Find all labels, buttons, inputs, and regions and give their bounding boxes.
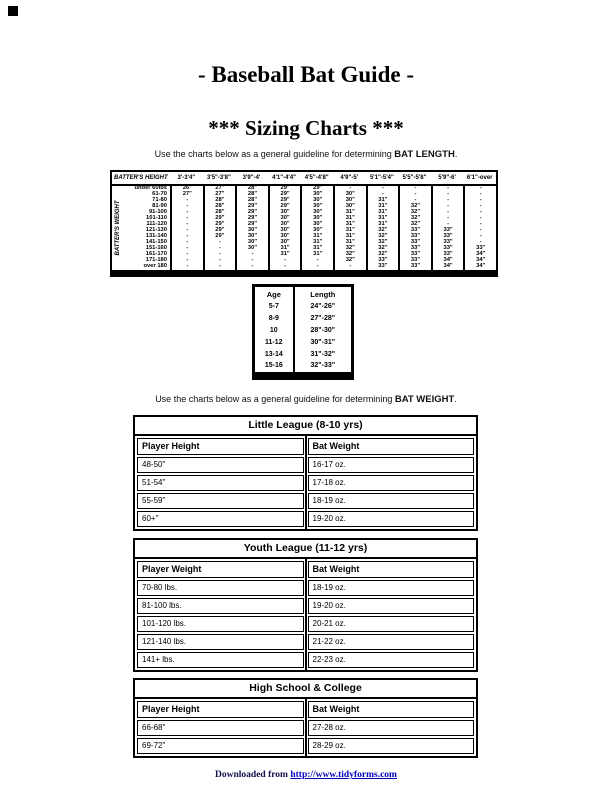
bat-length-cell: 29" bbox=[280, 203, 290, 210]
bat-length-cell: 34" bbox=[476, 257, 486, 263]
weight-row-label: 121-130 bbox=[145, 227, 167, 234]
player-size-cell: 70-80 lbs. bbox=[137, 580, 304, 596]
bat-length-cell: 29" bbox=[247, 203, 258, 210]
bat-length-cell: 31" bbox=[345, 227, 355, 234]
bat-length-cell: - bbox=[186, 203, 189, 210]
length-cell: 28"-30" bbox=[310, 326, 336, 334]
bat-length-cell: 28" bbox=[247, 197, 258, 204]
footer bbox=[0, 770, 612, 780]
bat-length-cell: 33" bbox=[410, 251, 421, 258]
bat-length-cell: 33" bbox=[410, 257, 421, 263]
weight-row-label: 151-160 bbox=[145, 245, 167, 252]
bat-length-cell: 31" bbox=[313, 251, 323, 258]
bat-length-cell: 32" bbox=[345, 251, 355, 258]
bat-length-cell: 32" bbox=[410, 221, 421, 228]
bat-weight-cell: 22-23 oz. bbox=[308, 652, 475, 668]
bat-length-cell: - bbox=[447, 191, 450, 198]
age-cell: 8-9 bbox=[268, 315, 279, 323]
length-guideline-note bbox=[0, 149, 612, 160]
bat-length-cell: 33" bbox=[443, 227, 453, 234]
weight-row-label: 111-120 bbox=[146, 221, 167, 228]
bat-length-cell: - bbox=[218, 239, 221, 246]
bat-length-cell: 31" bbox=[280, 251, 290, 258]
age-cell: 13-14 bbox=[264, 350, 283, 358]
bat-length-cell: 29" bbox=[215, 215, 225, 222]
length-chart-column bbox=[302, 186, 333, 270]
bat-length-cell: 33" bbox=[476, 245, 486, 252]
length-chart-label-column bbox=[112, 186, 170, 270]
bat-length-cell: 30" bbox=[313, 227, 323, 234]
bat-length-cell: 34" bbox=[476, 251, 486, 258]
length-chart-column bbox=[270, 186, 301, 270]
bat-length-cell: - bbox=[479, 233, 482, 240]
length-chart-column bbox=[368, 186, 399, 270]
bat-length-cell: 31" bbox=[280, 245, 290, 252]
weight-row-label: 141-150 bbox=[145, 239, 167, 246]
bat-length-cell: 28" bbox=[247, 185, 258, 192]
bat-length-cell: 26" bbox=[182, 185, 192, 192]
column-header: Player Weight bbox=[137, 561, 304, 578]
page-subtitle: *** Sizing Charts *** bbox=[208, 116, 404, 140]
bat-length-cell: 30" bbox=[247, 239, 258, 246]
bat-length-cell: 31" bbox=[313, 233, 323, 240]
weight-row-label: 61-70 bbox=[152, 191, 167, 198]
age-cell: 11-12 bbox=[265, 338, 283, 346]
column-header: Player Height bbox=[137, 438, 304, 455]
bat-length-cell: - bbox=[479, 215, 482, 222]
weight-row-label: under 60lbs bbox=[134, 185, 167, 192]
bat-length-cell: - bbox=[381, 191, 384, 198]
bat-weight-cell: 19-20 oz. bbox=[308, 511, 475, 527]
bat-length-cell: 29" bbox=[215, 221, 225, 228]
player-size-cell: 121-140 lbs. bbox=[137, 634, 304, 650]
weight-note-bold: BAT WEIGHT bbox=[394, 394, 455, 405]
weight-row-label: 171-180 bbox=[145, 257, 167, 263]
length-chart-corner-label: BATTER'S HEIGHT bbox=[114, 175, 168, 181]
column-header: Player Height bbox=[137, 701, 304, 718]
bat-length-cell: 30" bbox=[345, 197, 355, 204]
bat-weight-cell: 17-18 oz. bbox=[308, 475, 475, 491]
bat-weight-cell: 19-20 oz. bbox=[308, 598, 475, 614]
length-cell: 30"-31" bbox=[310, 338, 336, 346]
length-chart-column bbox=[400, 186, 431, 270]
bat-length-cell: 31" bbox=[345, 209, 355, 216]
weight-row-label: 71-80 bbox=[152, 197, 167, 204]
player-size-cell: 141+ lbs. bbox=[137, 652, 304, 668]
bat-length-cell: - bbox=[251, 262, 254, 269]
bat-length-cell: 31" bbox=[345, 215, 355, 222]
bat-length-cell: - bbox=[381, 185, 384, 192]
bat-length-cell: - bbox=[186, 251, 189, 258]
table-grid bbox=[135, 699, 476, 756]
bat-length-cell: 28" bbox=[215, 203, 225, 210]
bat-length-cell: - bbox=[316, 262, 319, 269]
bat-length-cell: 33" bbox=[443, 251, 453, 258]
length-chart-column bbox=[433, 186, 464, 270]
age-column bbox=[255, 287, 295, 372]
height-column-header: 5'1"-5'4" bbox=[369, 175, 394, 181]
table-title: High School & College bbox=[135, 680, 476, 699]
bat-length-cell: 29" bbox=[280, 185, 290, 192]
bat-length-cell: - bbox=[218, 257, 221, 263]
bat-length-cell: - bbox=[447, 185, 450, 192]
bat-length-cell: - bbox=[447, 197, 450, 204]
bat-length-cell: 33" bbox=[443, 233, 453, 240]
age-length-table bbox=[252, 284, 354, 380]
length-cell: 24"-26" bbox=[310, 303, 336, 311]
bat-length-cell: - bbox=[186, 215, 189, 222]
bat-length-cell: 32" bbox=[410, 215, 421, 222]
bat-length-cell: 32" bbox=[378, 227, 388, 234]
bat-length-cell: 33" bbox=[410, 227, 421, 234]
weight-row-label: 131-140 bbox=[145, 233, 167, 240]
age-cell: 10 bbox=[269, 326, 278, 334]
bat-length-cell: - bbox=[447, 221, 450, 228]
height-column-header: 3'5"-3'8" bbox=[206, 175, 231, 181]
age-cell: 15-16 bbox=[264, 362, 283, 370]
length-chart-column bbox=[465, 186, 496, 270]
table-center-divider bbox=[305, 436, 307, 529]
bat-length-cell: 34" bbox=[443, 262, 453, 269]
length-cell: 31"-32" bbox=[310, 350, 336, 358]
player-size-cell: 66-68" bbox=[137, 720, 304, 736]
page-title: - Baseball Bat Guide - bbox=[198, 62, 414, 87]
height-column-header: 4'5"-4'8" bbox=[304, 175, 329, 181]
bat-length-cell: 30" bbox=[280, 221, 290, 228]
player-size-cell: 55-59" bbox=[137, 493, 304, 509]
bat-weight-cell: 18-19 oz. bbox=[308, 580, 475, 596]
bat-weight-cell: 21-22 oz. bbox=[308, 634, 475, 650]
bat-length-cell: - bbox=[447, 203, 450, 210]
bat-length-cell: 31" bbox=[378, 221, 388, 228]
bat-length-cell: 29" bbox=[247, 221, 258, 228]
bat-weight-cell: 28-29 oz. bbox=[308, 738, 475, 754]
bat-length-cell: 33" bbox=[410, 245, 421, 252]
bat-length-cell: 31" bbox=[378, 215, 388, 222]
weight-row-label: 161-170 bbox=[145, 251, 167, 258]
bat-weight-cell: 16-17 oz. bbox=[308, 457, 475, 473]
bat-length-cell: 34" bbox=[476, 262, 486, 269]
bat-length-cell: 30" bbox=[313, 197, 323, 204]
column-header: Bat Weight bbox=[308, 438, 475, 455]
bat-length-cell: 30" bbox=[313, 191, 323, 198]
bat-length-cell: 32" bbox=[378, 233, 388, 240]
youth-league-table bbox=[133, 538, 478, 672]
bat-length-cell: 30" bbox=[313, 215, 323, 222]
table-title: Little League (8-10 yrs) bbox=[135, 417, 476, 436]
bat-length-cell: 32" bbox=[410, 209, 421, 216]
age-header: Age bbox=[266, 290, 281, 299]
bat-length-cell: - bbox=[186, 245, 189, 252]
bat-length-cell: 30" bbox=[247, 233, 258, 240]
table-title: Youth League (11-12 yrs) bbox=[135, 540, 476, 559]
bat-length-cell: - bbox=[479, 239, 482, 246]
length-cell: 27"-28" bbox=[310, 315, 336, 323]
bat-length-cell: - bbox=[186, 227, 189, 234]
bat-length-cell: 31" bbox=[313, 239, 323, 246]
bat-length-cell: - bbox=[186, 262, 189, 269]
bat-length-cell: 29" bbox=[280, 197, 290, 204]
bat-length-cell: 33" bbox=[443, 245, 453, 252]
bat-length-cell: - bbox=[479, 191, 482, 198]
weight-note-period: . bbox=[454, 394, 457, 404]
bat-length-cell: 30" bbox=[313, 209, 323, 216]
table-center-divider bbox=[305, 699, 307, 756]
table-center-divider bbox=[305, 559, 307, 670]
weight-row-label: 91-100 bbox=[148, 209, 167, 216]
length-chart-column bbox=[335, 186, 366, 270]
scan-artifact bbox=[8, 6, 18, 16]
weight-row-label: over 180 bbox=[143, 262, 167, 269]
batters-weight-side-label: BATTER'S WEIGHT bbox=[115, 200, 121, 256]
length-chart-body bbox=[112, 186, 496, 270]
player-size-cell: 60+" bbox=[137, 511, 304, 527]
bat-length-cell: - bbox=[479, 185, 482, 192]
bat-length-cell: 27" bbox=[215, 185, 225, 192]
player-size-cell: 51-54" bbox=[137, 475, 304, 491]
bat-length-cell: - bbox=[414, 191, 417, 198]
column-header: Bat Weight bbox=[308, 701, 475, 718]
bat-length-cell: 33" bbox=[378, 257, 388, 263]
length-note-period: . bbox=[454, 149, 458, 159]
bat-length-cell: 30" bbox=[280, 239, 290, 246]
height-column-header: 5'5"-5'8" bbox=[402, 175, 427, 181]
weight-guideline-note bbox=[0, 394, 612, 405]
player-size-cell: 69-72" bbox=[137, 738, 304, 754]
bat-length-cell: - bbox=[479, 221, 482, 228]
bat-length-cell: 32" bbox=[378, 245, 388, 252]
length-header: Length bbox=[310, 290, 336, 299]
height-column-header: 4'9"-5' bbox=[340, 175, 359, 181]
bat-length-cell: 30" bbox=[280, 209, 290, 216]
bat-length-cell: 32" bbox=[345, 245, 355, 252]
bat-length-cell: 27" bbox=[182, 191, 192, 198]
bat-length-cell: 31" bbox=[313, 245, 323, 252]
bat-length-cell: 28" bbox=[247, 191, 258, 198]
bat-length-cell: - bbox=[479, 197, 482, 204]
bat-length-cell: 33" bbox=[410, 262, 421, 269]
bat-weight-cell: 20-21 oz. bbox=[308, 616, 475, 632]
bat-length-cell: - bbox=[349, 185, 352, 192]
bat-length-cell: 31" bbox=[378, 209, 388, 216]
footer-link[interactable]: http://www.tidyforms.com bbox=[290, 770, 397, 780]
bat-length-cell: - bbox=[479, 227, 482, 234]
height-column-header: 5'9"-6' bbox=[438, 175, 456, 181]
bat-length-cell: 30" bbox=[345, 203, 355, 210]
bat-length-cell: 28" bbox=[215, 197, 225, 204]
length-note-text: Use the charts below as a general guideline for determining bbox=[154, 149, 395, 159]
bat-length-cell: 32" bbox=[378, 239, 388, 246]
bat-length-chart bbox=[110, 170, 498, 277]
bat-length-cell: - bbox=[186, 233, 189, 240]
footer-text: Downloaded from bbox=[215, 770, 291, 780]
bat-length-cell: - bbox=[186, 239, 189, 246]
bat-length-cell: 33" bbox=[378, 262, 388, 269]
bat-length-cell: - bbox=[251, 257, 254, 263]
player-size-cell: 101-120 lbs. bbox=[137, 616, 304, 632]
bat-weight-cell: 27-28 oz. bbox=[308, 720, 475, 736]
bat-length-cell: 30" bbox=[313, 221, 323, 228]
bat-length-cell: - bbox=[186, 221, 189, 228]
bat-length-cell: - bbox=[218, 251, 221, 258]
bat-length-cell: - bbox=[251, 251, 254, 258]
bat-length-cell: - bbox=[218, 245, 221, 252]
bat-length-cell: - bbox=[479, 203, 482, 210]
height-column-header: 3'9"-4' bbox=[242, 175, 261, 181]
bat-length-cell: 32" bbox=[378, 251, 388, 258]
bat-length-cell: 34" bbox=[443, 257, 453, 263]
bat-length-cell: 29" bbox=[280, 191, 290, 198]
bat-length-cell: 29" bbox=[247, 209, 258, 216]
height-column-header: 4'1"-4'4" bbox=[272, 175, 297, 181]
bat-length-cell: 30" bbox=[280, 233, 290, 240]
weight-note-text: Use the charts below as a general guideline for determining bbox=[155, 394, 395, 404]
age-cell: 5-7 bbox=[268, 303, 279, 311]
bat-length-cell: 30" bbox=[345, 191, 355, 198]
high-school-college-table bbox=[133, 678, 478, 758]
length-column bbox=[295, 287, 351, 372]
bat-length-cell: - bbox=[414, 185, 417, 192]
bat-length-cell: - bbox=[349, 262, 352, 269]
length-chart-header-row bbox=[112, 172, 496, 184]
bat-length-cell: - bbox=[447, 215, 450, 222]
bat-length-cell: - bbox=[218, 262, 221, 269]
bat-length-cell: 33" bbox=[410, 233, 421, 240]
bat-length-cell: 33" bbox=[443, 239, 453, 246]
length-chart-column bbox=[172, 186, 203, 270]
player-size-cell: 81-100 lbs. bbox=[137, 598, 304, 614]
bat-length-cell: - bbox=[414, 197, 417, 204]
bat-length-cell: 31" bbox=[345, 233, 355, 240]
length-chart-column bbox=[205, 186, 236, 270]
bat-length-cell: 29" bbox=[313, 185, 323, 192]
bat-length-cell: 30" bbox=[280, 227, 290, 234]
column-header: Bat Weight bbox=[308, 561, 475, 578]
bat-length-cell: 31" bbox=[378, 197, 388, 204]
table-grid bbox=[135, 559, 476, 670]
bat-length-cell: 30" bbox=[280, 215, 290, 222]
bat-weight-cell: 18-19 oz. bbox=[308, 493, 475, 509]
weight-row-label: 101-110 bbox=[146, 215, 167, 222]
bat-length-cell: 30" bbox=[247, 245, 258, 252]
weight-row-label: 81-90 bbox=[152, 203, 167, 210]
bat-length-cell: - bbox=[479, 209, 482, 216]
bat-length-cell: 27" bbox=[215, 191, 225, 198]
bat-length-cell: - bbox=[186, 197, 189, 204]
length-cell: 32"-33" bbox=[310, 362, 336, 370]
bat-length-cell: 29" bbox=[247, 215, 258, 222]
bat-length-cell: 33" bbox=[410, 239, 421, 246]
length-note-bold: BAT LENGTH bbox=[394, 149, 455, 160]
bat-length-cell: 28" bbox=[215, 209, 225, 216]
bat-length-cell: 32" bbox=[345, 257, 355, 263]
bat-length-cell: - bbox=[284, 262, 287, 269]
bat-length-cell: 31" bbox=[378, 203, 388, 210]
table-grid bbox=[135, 436, 476, 529]
bat-length-cell: - bbox=[316, 257, 319, 263]
length-chart-column bbox=[237, 186, 268, 270]
bat-length-cell: - bbox=[447, 209, 450, 216]
bat-length-cell: - bbox=[284, 257, 287, 263]
bat-length-cell: 29" bbox=[215, 233, 225, 240]
bat-length-cell: 30" bbox=[247, 227, 258, 234]
height-column-header: 6'1"-over bbox=[466, 175, 493, 181]
bat-length-cell: - bbox=[186, 257, 189, 263]
bat-length-cell: 31" bbox=[345, 221, 355, 228]
bat-length-cell: 32" bbox=[410, 203, 421, 210]
bat-length-cell: - bbox=[186, 209, 189, 216]
player-size-cell: 48-50" bbox=[137, 457, 304, 473]
little-league-table bbox=[133, 415, 478, 531]
bat-length-cell: 30" bbox=[313, 203, 323, 210]
height-column-header: 3'-3'4" bbox=[177, 175, 196, 181]
bat-length-cell: 31" bbox=[345, 239, 355, 246]
bat-length-cell: 29" bbox=[215, 227, 225, 234]
